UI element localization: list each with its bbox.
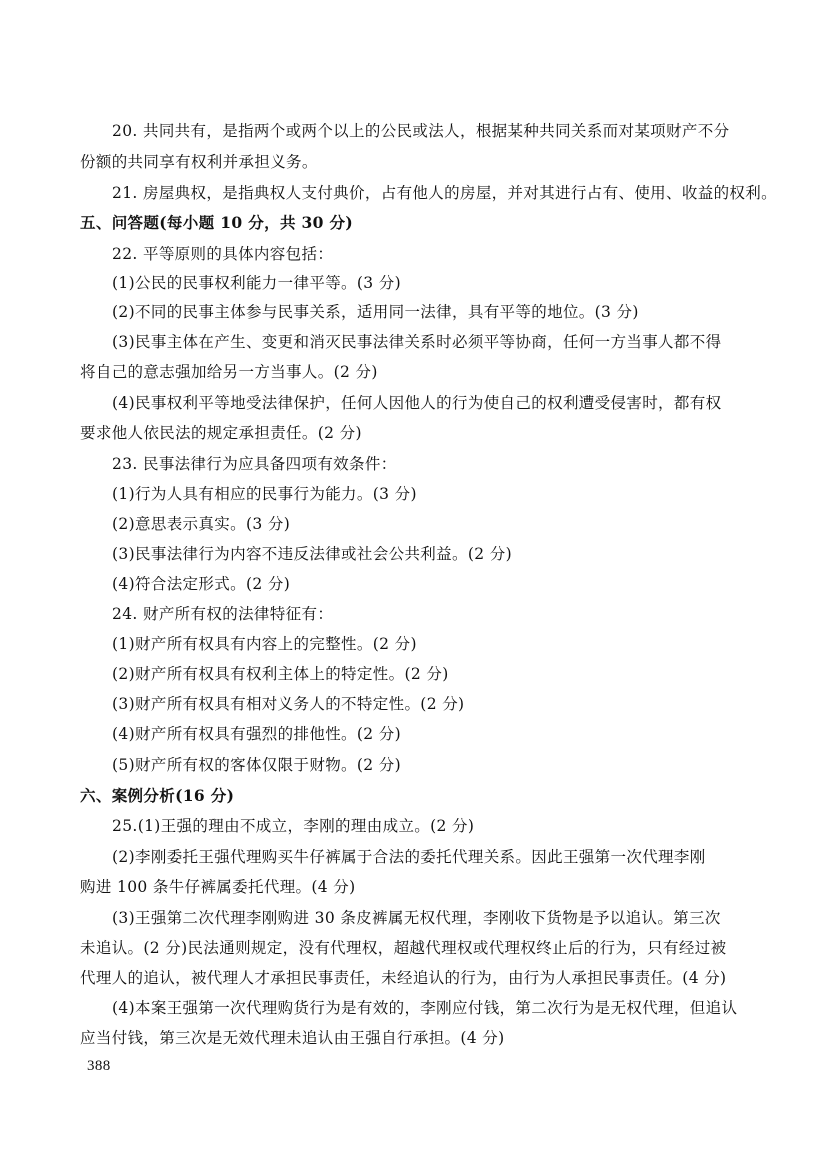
q22-item-2: (2)不同的民事主体参与民事关系，适用同一法律，具有平等的地位。(3 分): [112, 303, 639, 321]
question-24: 24. 财产所有权的法律特征有：: [112, 605, 334, 623]
q25-item-4-line1: (4)本案王强第一次代理购货行为是有效的，李刚应付钱，第二次行为是无权代理，但追认: [112, 999, 738, 1017]
q25-item-1: 25.(1)王强的理由不成立，李刚的理由成立。(2 分): [112, 817, 475, 835]
q25-item-2-line1: (2)李刚委托王强代理购买牛仔裤属于合法的委托代理关系。因此王强第一次代理李刚: [112, 848, 706, 866]
q24-item-3: (3)财产所有权具有相对义务人的不特定性。(2 分): [112, 695, 465, 713]
q23-item-4: (4)符合法定形式。(2 分): [112, 575, 291, 593]
q24-item-5: (5)财产所有权的客体仅限于财物。(2 分): [112, 756, 402, 774]
q22-item-1: (1)公民的民事权利能力一律平等。(3 分): [112, 274, 402, 292]
q24-item-4: (4)财产所有权具有强烈的排他性。(2 分): [112, 725, 402, 743]
q24-item-2: (2)财产所有权具有权利主体上的特定性。(2 分): [112, 665, 449, 683]
q25-item-3-line2: 未追认。(2 分)民法通则规定，没有代理权，超越代理权或代理权终止后的行为，只有经过被: [80, 939, 727, 957]
question-22: 22. 平等原则的具体内容包括：: [112, 245, 334, 263]
page-number: 388: [87, 1058, 111, 1074]
paragraph-20-line1: 20. 共同共有，是指两个或两个以上的公民或法人，根据某种共同关系而对某项财产不分: [112, 122, 730, 140]
q25-item-3-line1: (3)王强第二次代理李刚购进 30 条皮裤属无权代理，李刚收下货物是予以追认。第三次: [112, 909, 721, 927]
q22-item-4-line2: 要求他人依民法的规定承担责任。(2 分): [80, 424, 362, 442]
q22-item-3-line2: 将自己的意志强加给另一方当事人。(2 分): [80, 363, 378, 381]
q22-item-4-line1: (4)民事权利平等地受法律保护，任何人因他人的行为使自己的权利遭受侵害时，都有权: [112, 394, 722, 412]
paragraph-20-line2: 份额的共同享有权利并承担义务。: [80, 153, 318, 171]
q23-item-1: (1)行为人具有相应的民事行为能力。(3 分): [112, 485, 417, 503]
q25-item-4-line2: 应当付钱，第三次是无效代理未追认由王强自行承担。(4 分): [80, 1029, 505, 1047]
q24-item-1: (1)财产所有权具有内容上的完整性。(2 分): [112, 635, 417, 653]
q23-item-2: (2)意思表示真实。(3 分): [112, 515, 291, 533]
q22-item-3-line1: (3)民事主体在产生、变更和消灭民事法律关系时必须平等协商，任何一方当事人都不得: [112, 333, 722, 351]
q25-item-3-line3: 代理人的追认，被代理人才承担民事责任，未经追认的行为，由行为人承担民事责任。(4 分): [80, 969, 727, 987]
q25-item-2-line2: 购进 100 条牛仔裤属委托代理。(4 分): [80, 878, 356, 896]
question-23: 23. 民事法律行为应具备四项有效条件：: [112, 455, 397, 473]
section-6-heading: 六、案例分析(16 分): [80, 786, 235, 805]
section-5-heading: 五、问答题(每小题 10 分，共 30 分): [80, 213, 354, 232]
q23-item-3: (3)民事法律行为内容不违反法律或社会公共利益。(2 分): [112, 545, 512, 563]
paragraph-21: 21. 房屋典权，是指典权人支付典价，占有他人的房屋，并对其进行占有、使用、收益的权利。: [112, 184, 777, 202]
